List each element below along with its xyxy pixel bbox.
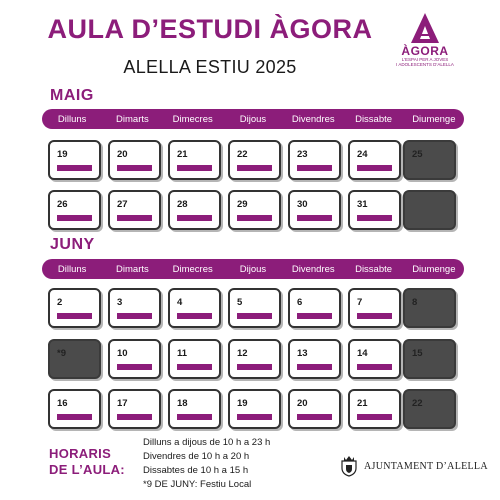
open-day-bar xyxy=(297,414,332,420)
day-number: 11 xyxy=(177,348,188,359)
calendar-day xyxy=(288,389,341,429)
open-day-bar xyxy=(57,313,92,319)
day-number: 25 xyxy=(412,149,423,160)
schedule-line: *9 DE JUNY: Festiu Local xyxy=(143,479,252,490)
open-day-bar xyxy=(357,414,392,420)
open-day-bar xyxy=(57,215,92,221)
day-number: 20 xyxy=(297,398,308,409)
day-number: 6 xyxy=(297,297,303,308)
weekday-label: Dimarts xyxy=(116,113,149,125)
open-day-bar xyxy=(177,364,212,370)
open-day-bar xyxy=(117,165,152,171)
calendar-day xyxy=(288,190,341,230)
open-day-bar xyxy=(237,215,272,221)
calendar-day xyxy=(168,190,221,230)
weekday-bar-maig xyxy=(42,109,464,129)
calendar-day xyxy=(348,190,401,230)
day-number: 7 xyxy=(357,297,363,308)
open-day-bar xyxy=(117,364,152,370)
calendar-day-closed xyxy=(403,140,456,180)
day-number: 15 xyxy=(412,348,423,359)
logo-name: ÀGORA xyxy=(401,44,449,58)
day-number: 29 xyxy=(237,199,248,210)
weekday-label: Divendres xyxy=(291,113,335,125)
open-day-bar xyxy=(297,313,332,319)
page-title: AULA D’ESTUDI ÀGORA xyxy=(47,14,373,44)
open-day-bar xyxy=(177,313,212,319)
schedule-list xyxy=(143,436,270,492)
coat-of-arms-icon xyxy=(340,455,358,477)
calendar-day xyxy=(348,389,401,429)
day-number: 13 xyxy=(297,348,308,359)
calendar-day xyxy=(168,389,221,429)
day-number: 19 xyxy=(237,398,248,409)
day-number: 14 xyxy=(357,348,368,359)
weekday-label: Dimarts xyxy=(116,263,149,275)
calendar-day-closed xyxy=(403,288,456,328)
weekday-label: Dissabte xyxy=(355,263,393,275)
day-number: 31 xyxy=(357,199,368,210)
calendar-day xyxy=(48,288,101,328)
calendar-day xyxy=(228,140,281,180)
calendar-day xyxy=(228,288,281,328)
day-number: 24 xyxy=(357,149,368,160)
open-day-bar xyxy=(117,414,152,420)
open-day-bar xyxy=(117,313,152,319)
open-day-bar xyxy=(177,414,212,420)
day-number: 2 xyxy=(57,297,63,308)
calendar-day xyxy=(108,288,161,328)
logo-tagline-2: I ADOLESCENTS D’ALELLA xyxy=(396,62,454,67)
calendar-day xyxy=(168,140,221,180)
weekday-label: Dissabte xyxy=(355,113,393,125)
day-number: 30 xyxy=(297,199,308,210)
page-subtitle: ALELLA ESTIU 2025 xyxy=(123,57,297,77)
calendar-day xyxy=(288,339,341,379)
ajuntament-name: AJUNTAMENT D’ALELLA xyxy=(364,460,488,472)
open-day-bar xyxy=(297,364,332,370)
calendar-day-closed xyxy=(403,190,456,230)
day-number: 12 xyxy=(237,348,248,359)
calendar-day xyxy=(168,288,221,328)
weekday-bar-juny xyxy=(42,259,464,279)
schedule-heading xyxy=(49,446,125,478)
month-heading-maig: MAIG xyxy=(50,87,94,104)
open-day-bar xyxy=(357,313,392,319)
open-day-bar xyxy=(57,414,92,420)
open-day-bar xyxy=(357,215,392,221)
day-number: 22 xyxy=(412,398,423,409)
day-number: 20 xyxy=(117,149,128,160)
calendar-day xyxy=(348,140,401,180)
calendar-day xyxy=(108,339,161,379)
schedule-heading-line-2: DE L’AULA: xyxy=(49,462,125,477)
calendar-day xyxy=(48,190,101,230)
ajuntament-logo xyxy=(340,455,488,477)
agora-triangle-icon xyxy=(410,12,440,44)
day-number: 5 xyxy=(237,297,243,308)
calendar-day xyxy=(288,288,341,328)
day-number: 22 xyxy=(237,149,248,160)
weekday-label: Dijous xyxy=(239,113,267,125)
day-number: 19 xyxy=(57,149,68,160)
calendar-day xyxy=(288,140,341,180)
open-day-bar xyxy=(237,414,272,420)
calendar-day xyxy=(48,389,101,429)
open-day-bar xyxy=(237,313,272,319)
day-number: 21 xyxy=(177,149,188,160)
open-day-bar xyxy=(117,215,152,221)
day-number: 28 xyxy=(177,199,188,210)
open-day-bar xyxy=(177,165,212,171)
day-number: 10 xyxy=(117,348,128,359)
weekday-label: Dilluns xyxy=(57,113,87,125)
calendar-day-closed xyxy=(48,339,101,379)
day-number: 3 xyxy=(117,297,123,308)
weekday-label: Diumenge xyxy=(412,263,456,275)
open-day-bar xyxy=(297,165,332,171)
agora-logo xyxy=(390,12,460,82)
open-day-bar xyxy=(237,165,272,171)
weekday-label: Dimecres xyxy=(172,113,213,125)
calendar-day xyxy=(228,389,281,429)
day-number: 16 xyxy=(57,398,68,409)
calendar-day xyxy=(108,140,161,180)
day-number: 4 xyxy=(177,297,183,308)
weekday-label: Dimecres xyxy=(172,263,213,275)
schedule-line: Dissabtes de 10 h a 15 h xyxy=(143,465,249,476)
open-day-bar xyxy=(297,215,332,221)
calendar-day xyxy=(348,288,401,328)
day-number: *9 xyxy=(57,348,66,359)
schedule-line: Divendres de 10 h a 20 h xyxy=(143,451,250,462)
calendar-day xyxy=(48,140,101,180)
calendar-day xyxy=(348,339,401,379)
open-day-bar xyxy=(357,364,392,370)
schedule-heading-line-1: HORARIS xyxy=(49,446,112,461)
calendar-day xyxy=(228,339,281,379)
calendar-day xyxy=(168,339,221,379)
day-number: 8 xyxy=(412,297,418,308)
weekday-label: Dijous xyxy=(239,263,267,275)
day-number: 18 xyxy=(177,398,188,409)
month-heading-juny: JUNY xyxy=(50,236,95,253)
day-number: 27 xyxy=(117,199,128,210)
logo-tagline-1: L’ESPAI PER A JOVES xyxy=(401,57,449,62)
day-number: 17 xyxy=(117,398,128,409)
calendar-day-closed xyxy=(403,339,456,379)
schedule-line: Dilluns a dijous de 10 h a 23 h xyxy=(143,437,271,448)
open-day-bar xyxy=(357,165,392,171)
open-day-bar xyxy=(177,215,212,221)
weekday-label: Dilluns xyxy=(57,263,87,275)
day-number: 26 xyxy=(57,199,68,210)
open-day-bar xyxy=(57,165,92,171)
weekday-label: Diumenge xyxy=(412,113,456,125)
day-number: 21 xyxy=(357,398,368,409)
calendar-day xyxy=(108,190,161,230)
calendar-day xyxy=(228,190,281,230)
day-number: 23 xyxy=(297,149,308,160)
calendar-day xyxy=(108,389,161,429)
open-day-bar xyxy=(237,364,272,370)
weekday-label: Divendres xyxy=(291,263,335,275)
calendar-day-closed xyxy=(403,389,456,429)
